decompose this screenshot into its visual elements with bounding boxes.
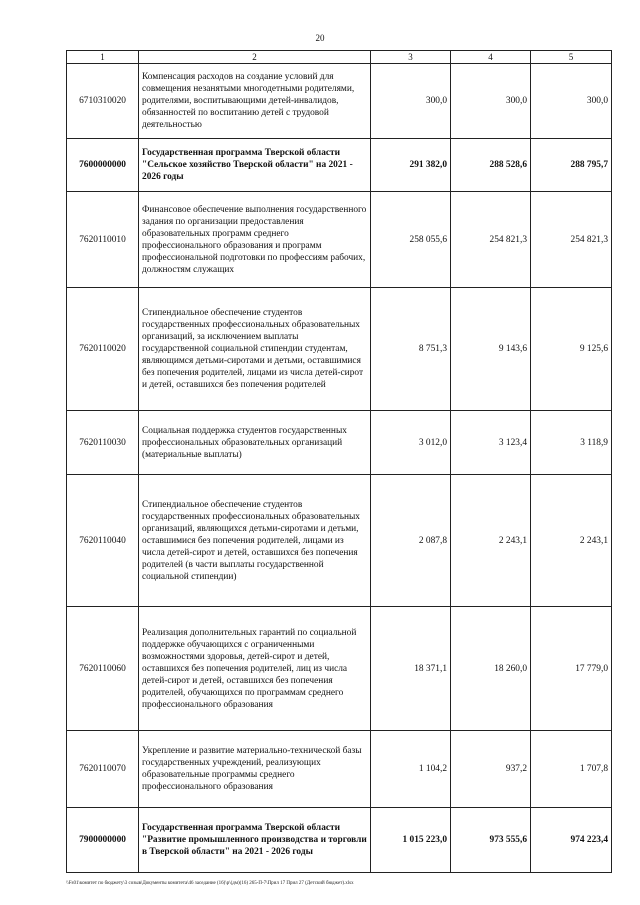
row-code: 7620110030 [67,411,139,475]
row-code: 6710310020 [67,64,139,139]
row-value-5: 2 243,1 [531,475,612,607]
row-value-3: 1 104,2 [371,731,451,808]
row-name: Социальная поддержка студентов государственных профессиональных образовательных организаций (материальные выплаты) [139,411,371,475]
table-row [67,64,612,139]
row-value-5: 3 118,9 [531,411,612,475]
row-name: Укрепление и развитие материально-технической базы государственных учреждений, реализующих образовательные программы среднего профессионального образования [139,731,371,808]
row-value-5: 1 707,8 [531,731,612,808]
row-name: Стипендиальное обеспечение студентов государственных профессиональных образовательных организаций, за исключением выплаты государственной социальной стипендии студентам, являющимся детьми-сиротами и детьми, оставшимися без попечения родителей, лицами из числа детей-сирот и детей, оставшихся без попечения родителей [139,288,371,411]
row-value-5: 254 821,3 [531,192,612,288]
row-value-5: 288 795,7 [531,139,612,192]
row-code: 7620110020 [67,288,139,411]
row-value-3: 3 012,0 [371,411,451,475]
table-header-row [67,51,612,64]
row-name: Государственная программа Тверской области "Сельское хозяйство Тверской области" на 2021 - 2026 годы [139,139,371,192]
table-row [67,192,612,288]
column-header: 2 [139,51,371,64]
table-row [67,475,612,607]
table-row [67,607,612,731]
file-path-footer: \\Fs01\комитет по бюджету\3 созыв\Документы комитета\46 заседание (16)\р\(дм)(16) 265-П-7\Прил 17 Прил 27 (Детский бюджет).xlsx [66,881,354,886]
column-header: 1 [67,51,139,64]
row-name: Реализация дополнительных гарантий по социальной поддержке обучающихся с ограниченными возможностями здоровья, детей-сирот и детей, оставшихся без попечения родителей, лиц из числа детей-сирот и детей, оставшихся без попечения родителей, обучающихся по программам среднего профессионального образования [139,607,371,731]
table-row [67,139,612,192]
column-header: 5 [531,51,612,64]
table-row [67,808,612,873]
row-code: 7620110010 [67,192,139,288]
table-row [67,288,612,411]
row-value-3: 258 055,6 [371,192,451,288]
row-value-4: 18 260,0 [451,607,531,731]
row-value-3: 2 087,8 [371,475,451,607]
row-value-3: 18 371,1 [371,607,451,731]
row-value-4: 937,2 [451,731,531,808]
row-value-4: 3 123,4 [451,411,531,475]
row-value-3: 300,0 [371,64,451,139]
row-value-4: 973 555,6 [451,808,531,873]
row-value-3: 8 751,3 [371,288,451,411]
table-row [67,411,612,475]
row-value-4: 9 143,6 [451,288,531,411]
row-value-5: 17 779,0 [531,607,612,731]
row-name: Компенсация расходов на создание условий для совмещения незанятыми многодетными родителями, родителями, воспитывающими детей-инвалидов, обязанностей по воспитанию детей с трудовой деятельностью [139,64,371,139]
row-code: 7620110060 [67,607,139,731]
row-code: 7600000000 [67,139,139,192]
row-value-4: 300,0 [451,64,531,139]
row-name: Государственная программа Тверской области "Развитие промышленного производства и торговли в Тверской области" на 2021 - 2026 годы [139,808,371,873]
row-value-3: 291 382,0 [371,139,451,192]
row-value-3: 1 015 223,0 [371,808,451,873]
row-name: Финансовое обеспечение выполнения государственного задания по организации предоставления образовательных программ среднего профессионального образования и программ профессиональной подготовки по профессиям рабочих, должностям служащих [139,192,371,288]
row-value-5: 300,0 [531,64,612,139]
column-header: 3 [371,51,451,64]
table-row [67,731,612,808]
row-code: 7620110040 [67,475,139,607]
row-value-4: 2 243,1 [451,475,531,607]
row-code: 7900000000 [67,808,139,873]
budget-table [66,50,612,873]
row-value-4: 254 821,3 [451,192,531,288]
row-name: Стипендиальное обеспечение студентов государственных профессиональных образовательных организаций, являющихся детьми-сиротами и детьми, оставшимися без попечения родителей, лицами из числа детей-сирот и детей, оставшихся без попечения родителей (в части выплаты государственной социальной стипендии) [139,475,371,607]
row-value-5: 974 223,4 [531,808,612,873]
page-number: 20 [315,33,325,43]
row-value-5: 9 125,6 [531,288,612,411]
column-header: 4 [451,51,531,64]
row-value-4: 288 528,6 [451,139,531,192]
row-code: 7620110070 [67,731,139,808]
